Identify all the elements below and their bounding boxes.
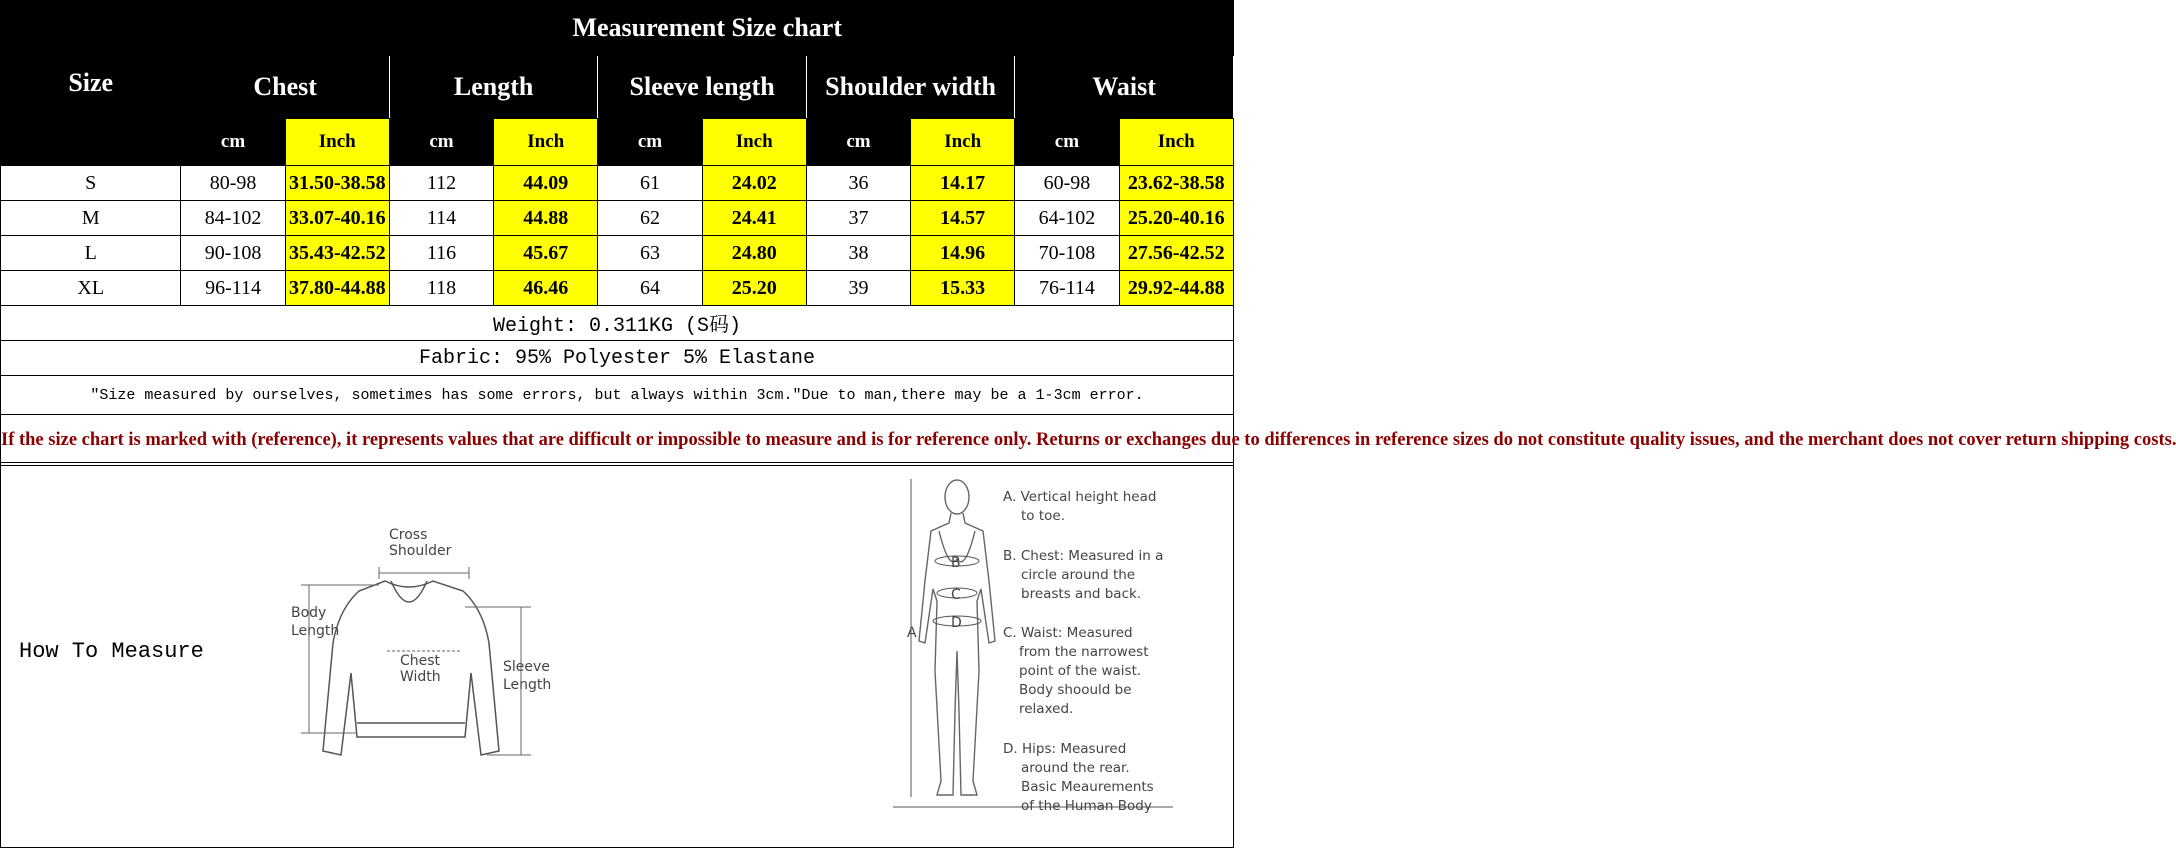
inch-value-cell: 24.02 — [702, 166, 806, 201]
cm-value-cell: 90-108 — [181, 236, 285, 271]
body-measure-diagram — [891, 471, 1181, 821]
table-row — [1, 201, 1234, 236]
inch-value-cell: 35.43-42.52 — [285, 236, 389, 271]
cm-value-cell: 62 — [598, 201, 702, 236]
table-row — [1, 271, 1234, 306]
how-to-measure-label: How To Measure — [19, 639, 204, 664]
cm-value-cell: 38 — [806, 236, 910, 271]
unit-inch: Inch — [285, 119, 389, 166]
table-row — [1, 236, 1234, 271]
body-note: to toe. — [1021, 508, 1065, 524]
inch-value-cell: 14.17 — [911, 166, 1015, 201]
body-note: C. Waist: Measured — [1003, 625, 1133, 641]
inch-value-cell: 24.80 — [702, 236, 806, 271]
body-note: around the rear. — [1021, 760, 1130, 776]
reference-warning: If the size chart is marked with (reference), it represents values that are difficult or impossible to measure and is for reference only. Returns or exchanges due to differences in reference sizes do not constitute quality issues, and the merchant does not cover return shipping costs. — [1, 415, 1234, 466]
size-cell: S — [1, 166, 181, 201]
cm-value-cell: 37 — [806, 201, 910, 236]
label-d: D — [951, 615, 962, 631]
chart-title: Measurement Size chart — [181, 1, 1234, 56]
inch-value-cell: 23.62-38.58 — [1119, 166, 1233, 201]
cross-shoulder-label-2: Shoulder — [389, 543, 452, 559]
inch-value-cell: 31.50-38.58 — [285, 166, 389, 201]
inch-value-cell: 27.56-42.52 — [1119, 236, 1233, 271]
unit-cm: cm — [181, 119, 285, 166]
body-note: D. Hips: Measured — [1003, 741, 1127, 757]
size-cell: L — [1, 236, 181, 271]
body-note: breasts and back. — [1021, 586, 1142, 602]
body-note: from the narrowest — [1019, 644, 1149, 660]
inch-value-cell: 46.46 — [494, 271, 598, 306]
label-a: A — [907, 625, 917, 641]
body-note: B. Chest: Measured in a — [1003, 548, 1164, 564]
inch-value-cell: 14.57 — [911, 201, 1015, 236]
inch-value-cell: 45.67 — [494, 236, 598, 271]
inch-value-cell: 44.09 — [494, 166, 598, 201]
inch-value-cell: 37.80-44.88 — [285, 271, 389, 306]
inch-value-cell: 33.07-40.16 — [285, 201, 389, 236]
unit-inch: Inch — [702, 119, 806, 166]
how-to-measure-section — [0, 462, 1234, 848]
error-note: "Size measured by ourselves, sometimes has some errors, but always within 3cm."Due to man,there may be a 1-3cm error. — [1, 376, 1234, 415]
sleeve-length-label-2: Length — [503, 677, 552, 693]
label-c: C — [951, 587, 961, 603]
cm-value-cell: 60-98 — [1015, 166, 1119, 201]
cm-value-cell: 116 — [389, 236, 493, 271]
group-shoulder-width: Shoulder width — [806, 56, 1014, 119]
unit-cm: cm — [389, 119, 493, 166]
chest-width-label-1: Chest — [400, 653, 441, 669]
cm-value-cell: 61 — [598, 166, 702, 201]
label-b: B — [951, 555, 961, 571]
sleeve-length-label-1: Sleeve — [503, 659, 550, 675]
body-note: point of the waist. — [1019, 663, 1142, 679]
cm-value-cell: 112 — [389, 166, 493, 201]
inch-value-cell: 29.92-44.88 — [1119, 271, 1233, 306]
cm-value-cell: 36 — [806, 166, 910, 201]
cm-value-cell: 70-108 — [1015, 236, 1119, 271]
body-note: Basic Meaurements — [1021, 779, 1154, 795]
group-sleeve-length: Sleeve length — [598, 56, 806, 119]
group-length: Length — [389, 56, 597, 119]
inch-value-cell: 14.96 — [911, 236, 1015, 271]
shirt-measure-diagram — [287, 523, 587, 773]
fabric-note: Fabric: 95% Polyester 5% Elastane — [1, 341, 1234, 376]
body-note: relaxed. — [1019, 701, 1074, 717]
unit-inch: Inch — [494, 119, 598, 166]
unit-cm: cm — [1015, 119, 1119, 166]
inch-value-cell: 15.33 — [911, 271, 1015, 306]
group-waist: Waist — [1015, 56, 1234, 119]
size-header: Size — [1, 1, 181, 166]
cm-value-cell: 64-102 — [1015, 201, 1119, 236]
chest-width-label-2: Width — [400, 669, 441, 685]
inch-value-cell: 25.20 — [702, 271, 806, 306]
body-note: A. Vertical height head — [1003, 489, 1157, 505]
cm-value-cell: 63 — [598, 236, 702, 271]
cm-value-cell: 118 — [389, 271, 493, 306]
size-cell: M — [1, 201, 181, 236]
cm-value-cell: 64 — [598, 271, 702, 306]
body-note: circle around the — [1021, 567, 1136, 583]
unit-inch: Inch — [1119, 119, 1233, 166]
cross-shoulder-label-1: Cross — [389, 527, 428, 543]
body-length-label-1: Body — [291, 605, 327, 621]
inch-value-cell: 25.20-40.16 — [1119, 201, 1233, 236]
unit-inch: Inch — [911, 119, 1015, 166]
cm-value-cell: 114 — [389, 201, 493, 236]
unit-cm: cm — [598, 119, 702, 166]
cm-value-cell: 76-114 — [1015, 271, 1119, 306]
cm-value-cell: 39 — [806, 271, 910, 306]
inch-value-cell: 24.41 — [702, 201, 806, 236]
table-row — [1, 166, 1234, 201]
size-cell: XL — [1, 271, 181, 306]
cm-value-cell: 96-114 — [181, 271, 285, 306]
group-chest: Chest — [181, 56, 389, 119]
unit-cm: cm — [806, 119, 910, 166]
weight-note: Weight: 0.311KG (S码) — [1, 306, 1234, 341]
body-length-label-2: Length — [291, 623, 340, 639]
cm-value-cell: 84-102 — [181, 201, 285, 236]
body-note: Body shoould be — [1019, 682, 1132, 698]
cm-value-cell: 80-98 — [181, 166, 285, 201]
inch-value-cell: 44.88 — [494, 201, 598, 236]
body-note: of the Human Body — [1021, 798, 1152, 814]
